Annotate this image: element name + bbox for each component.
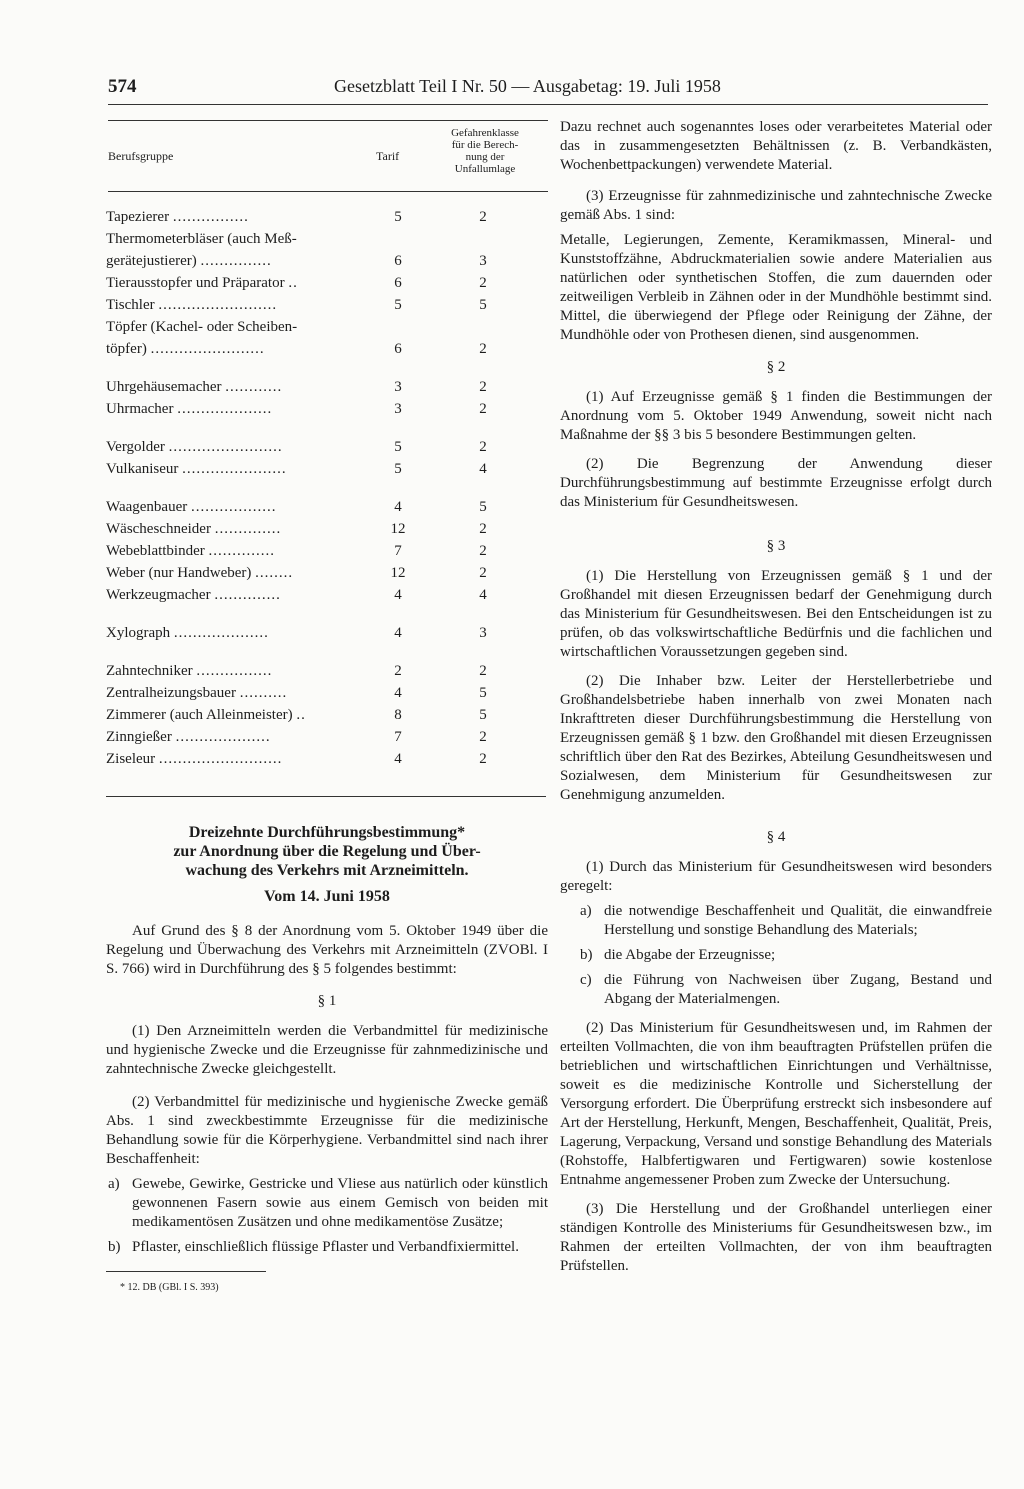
list-item: b) die Abgabe der Erzeugnisse; [580, 947, 776, 963]
table-row: Zimmerer (auch Alleinmeister) .. 8 5 [106, 707, 487, 723]
paragraph: Metalle, Legierungen, Zemente, Keramikmassen, Mineral- und Kunststoffzähne, Abdruckmaterialien sowie andere Materialien aus natürlichen oder synthetischen Stoffen, die zum dauernden oder zeitweiligen Verbleib in Zähnen oder in der Mundhöhle bestimmt sind. Mittel, die überwiegend der Pflege oder Reinigung der Zähne, der Mundhöhle oder von Prothesen dienen, sind ausgenommen. [560, 232, 992, 343]
table-row: Waagenbauer .................. 4 5 [106, 499, 487, 515]
table-row: Xylograph .................... 4 3 [106, 625, 487, 641]
table-row: Wäscheschneider .............. 12 2 [106, 521, 487, 537]
table-row: Webeblattbinder .............. 7 2 [106, 543, 487, 559]
section-heading: § 4 [766, 829, 786, 845]
table-row: Werkzeugmacher .............. 4 4 [106, 587, 487, 603]
list-item: a) Gewebe, Gewirke, Gestricke und Vliese aus natürlich oder künstlich gewonnenen Fasern sowie aus einem Gemisch von beiden mit medikamentösen Zusätzen und ohne medikamentöse Zusätze; [108, 1176, 548, 1230]
running-title: Gesetzblatt Teil I Nr. 50 — Ausgabetag: 19. Juli 1958 [334, 76, 721, 96]
paragraph: (1) Auf Erzeugnisse gemäß § 1 finden die Bestimmungen der Anordnung vom 5. Oktober 1949 Anwendung, soweit nicht nach Maßnahme der §§ 3 bis 5 besondere Bestimmungen gelten. [560, 389, 992, 443]
table-row: Vulkaniseur ...................... 5 4 [106, 461, 487, 477]
table-row: Vergolder ........................ 5 2 [106, 439, 487, 455]
list-item: b) Pflaster, einschließlich flüssige Pflaster und Verbandfixiermittel. [108, 1239, 519, 1255]
list-item: c) die Führung von Nachweisen über Zugang, Bestand und Abgang der Materialmengen. [580, 972, 992, 1007]
paragraph: Dazu rechnet auch sogenanntes loses oder verarbeitetes Material oder das in zusammengesetzten Behältnissen (z. B. Verbandkästen, Wochenbettpackungen) verwendete Material. [560, 119, 992, 173]
ordinance-title: Dreizehnte Durchführungsbestimmung* zur Anordnung über die Regelung und Über- wachung des Verkehrs mit Arzneimitteln. [173, 824, 481, 879]
footnote: * 12. DB (GBl. I S. 393) [120, 1282, 219, 1293]
table-row: Zentralheizungsbauer .......... 4 5 [106, 685, 487, 701]
table-row: Tierausstopfer und Präparator .. 6 2 [106, 275, 487, 291]
section-heading: § 2 [766, 359, 786, 375]
preamble: Auf Grund des § 8 der Anordnung vom 5. Oktober 1949 über die Regelung und Überwachung des Verkehrs mit Arzneimitteln (ZVOBl. I S. 766) wird in Durchführung des § 5 folgendes bestimmt: [106, 923, 548, 977]
page-header [108, 76, 988, 102]
paragraph: (1) Den Arzneimitteln werden die Verbandmittel für medizinische und hygienische Zwecke und die Erzeugnisse für zahnmedizinische und zahntechnische Zwecke gleichgestellt. [106, 1023, 548, 1077]
paragraph: (1) Durch das Ministerium für Gesundheitswesen wird besonders geregelt: [560, 859, 992, 894]
column-header-group: Berufsgruppe [108, 149, 174, 163]
table-row: Zahntechniker ................ 2 2 [106, 663, 487, 679]
table-row: Tischler ......................... 5 5 [106, 297, 487, 313]
paragraph: (2) Das Ministerium für Gesundheitswesen und, im Rahmen der erteilten Vollmachten, die von ihm beauftragten Prüfstellen prüfen die betrieblichen und wirtschaftlichen Einrichtungen und Verhältnisse, soweit es die medizinische Kontrolle und Sicherstellung der Versorgung erfordert. Die Überprüfung erstreckt sich insbesondere auf Art der Herstellung, Herkunft, Mengen, Beschaffenheit, Qualität, Preis, Lagerung, Verpackung, Versand und sonstige Behandlung des Materials (Rohstoffe, Halbfertigwaren und Fertigwaren) sowie kostenlose Entnahme angemessener Proben zum Zwecke der Untersuchung. [560, 1020, 992, 1188]
column-header-hazard-class: Gefahrenklasse für die Berech- nung der Unfallumlage [451, 127, 519, 175]
table-row: Uhrmacher .................... 3 2 [106, 401, 487, 417]
paragraph: (2) Verbandmittel für medizinische und hygienische Zwecke gemäß Abs. 1 sind zweckbestimmte Erzeugnisse für die medizinische Behandlung sowie für die Körperhygiene. Verbandmittel sind nach ihrer Beschaffenheit: [106, 1094, 548, 1167]
ordinance-date: Vom 14. Juni 1958 [264, 888, 390, 905]
table-end-rule [106, 796, 546, 797]
footnote-rule [106, 1271, 266, 1272]
right-column [560, 118, 992, 1276]
paragraph: (2) Die Begrenzung der Anwendung dieser Durchführungsbestimmung auf bestimmte Erzeugnisse erfolgt durch das Ministerium für Gesundheitswesen. [560, 456, 992, 510]
paragraph: (3) Erzeugnisse für zahnmedizinische und zahntechnische Zwecke gemäß Abs. 1 sind: [560, 188, 992, 223]
table-row: Zinngießer .................... 7 2 [106, 729, 487, 745]
list-item: a) die notwendige Beschaffenheit und Qualität, die einwandfreie Herstellung und sonstige Behandlung des Materials; [580, 903, 992, 938]
page-number: 574 [108, 76, 137, 97]
paragraph: (1) Die Herstellung von Erzeugnissen gemäß § 1 und der Großhandel mit diesen Erzeugnissen bedarf der Genehmigung durch das Ministerium für Gesundheitswesen. Bei den Entscheidungen ist zu prüfen, ob das volkswirtschaftliche Bedürfnis und die fachlichen und wirtschaftlichen Voraussetzungen gegeben sind. [560, 568, 992, 660]
column-header-tarif: Tarif [376, 149, 400, 163]
table-row: Uhrgehäusemacher ............ 3 2 [106, 379, 487, 395]
paragraph: (3) Die Herstellung und der Großhandel unterliegen einer ständigen Kontrolle des Ministeriums für Gesundheitswesen bzw., im Rahmen der erteilten Vollmachten, der von ihm beauftragten Prüfstellen. [560, 1201, 992, 1274]
section-heading: § 3 [766, 538, 786, 554]
table-row: Töpfer (Kachel- oder Scheiben- töpfer) ........................ 6 2 [106, 319, 487, 357]
table-header [108, 120, 548, 192]
table-row: Ziseleur .......................... 4 2 [106, 751, 487, 767]
left-column [106, 120, 548, 1293]
header-rule [108, 104, 988, 105]
section-heading: § 1 [317, 993, 337, 1009]
table-row: Tapezierer ................ 5 2 [106, 209, 487, 225]
paragraph: (2) Die Inhaber bzw. Leiter der Herstellerbetriebe und Großhandelsbetriebe haben innerhalb von zwei Monaten nach Inkrafttreten dieser Durchführungsbestimmung die Herstellung von Erzeugnissen gemäß § 1 bzw. den Großhandel mit diesen Erzeugnissen schriftlich über den Rat des Bezirkes, Abteilung Gesundheitswesen und Sozialwesen, dem Ministerium für Gesundheitswesen zur Genehmigung anzumelden. [560, 673, 992, 803]
table-row: Weber (nur Handweber) ........ 12 2 [106, 565, 487, 581]
table-body [106, 206, 548, 770]
table-row: Thermometerbläser (auch Meß- gerätejustierer) ............... 6 3 [106, 231, 487, 269]
